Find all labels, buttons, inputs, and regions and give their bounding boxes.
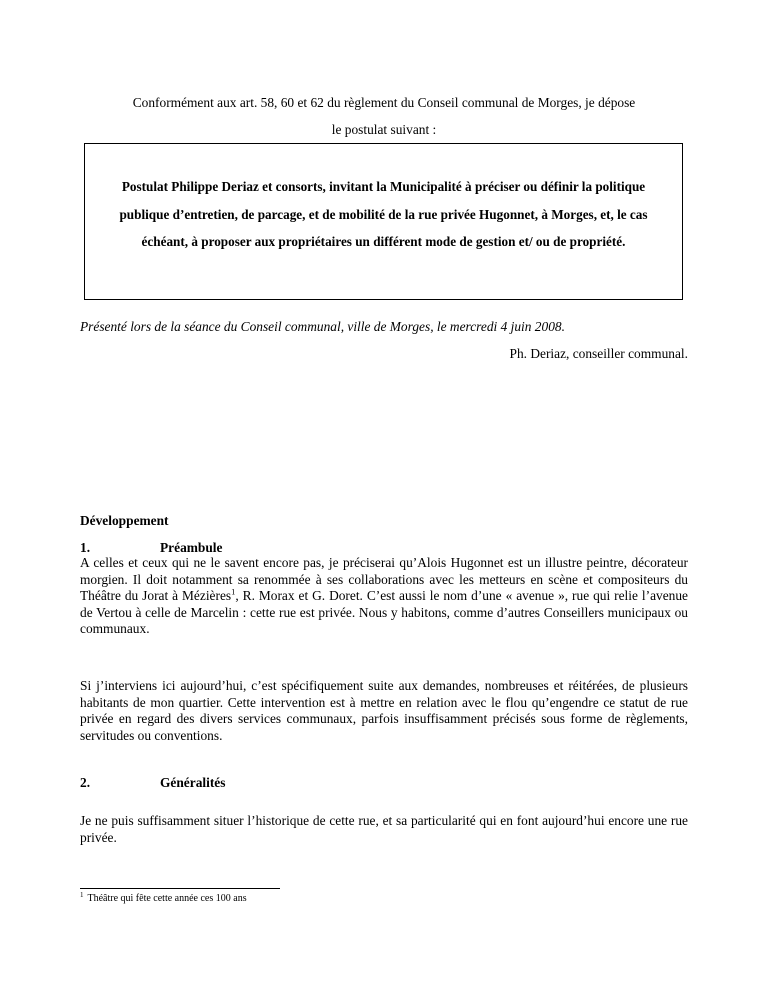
section-1-number: 1. — [80, 540, 91, 555]
postulat-box — [84, 143, 683, 300]
footnote-text: Théâtre qui fête cette année ces 100 ans — [87, 893, 247, 904]
section-1-heading — [80, 540, 222, 555]
section-2-number: 2. — [80, 775, 91, 790]
section-2-paragraph-1: Je ne puis suffisamment situer l’historique de cette rue, et sa particularité qui en font aujourd’hui encore une rue privée. — [80, 813, 688, 845]
presented-line: Présenté lors de la séance du Conseil communal, ville de Morges, le mercredi 4 juin 2008. — [80, 319, 565, 334]
footnote-number: 1 — [80, 890, 84, 899]
signature: Ph. Deriaz, conseiller communal. — [509, 346, 688, 361]
postulat-title: Postulat Philippe Deriaz et consorts, invitant la Municipalité à préciser ou définir la politique publique d’entretien, de parcage, et de mobilité de la rue privée Hugonnet, à Morges, et, le cas échéant, à proposer aux propriétaires un différent mode de gestion et/ ou de propriété. — [119, 179, 648, 249]
section-2-title: Généralités — [160, 775, 226, 790]
development-heading: Développement — [80, 513, 169, 528]
footnote — [80, 892, 247, 906]
intro-paragraph — [80, 89, 688, 143]
section-1-paragraph-2: Si j’interviens ici aujourd’hui, c’est spécifiquement suite aux demandes, nombreuses et réitérées, de plusieurs habitants de mon quartier. Cette intervention est à mettre en relation avec le flou qu’engendre ce statut de rue privée en regard des divers services communaux, parfois insuffisamment précisés sous forme de règlements, servitudes ou conventions. — [80, 678, 688, 743]
footnote-separator — [80, 888, 280, 889]
section-1-paragraph-1 — [80, 555, 688, 638]
intro-line-2: le postulat suivant : — [331, 122, 437, 137]
paragraph-text: , R. Morax et G. Doret. C’est aussi le nom d’une « avenue », rue qui relie l’avenue de Vertou à celle de Marcelin : cette rue est privée. Nous y habitons, comme d’autres Conseillers municipaux ou communaux. — [80, 588, 688, 636]
paragraph-text: A celles et ceux qui ne le savent encore pas, je préciserai qu’Alois Hugonnet est un illustre peintre, décorateur morgien. Il doit notamment sa renommée à ses collaborations avec les metteurs en scène et compositeurs du Théâtre du Jorat à Mézières — [80, 555, 688, 603]
footnote-reference[interactable]: 1 — [231, 586, 236, 597]
section-2-heading — [80, 775, 225, 791]
section-1-title: Préambule — [160, 540, 223, 555]
intro-line-1: Conformément aux art. 58, 60 et 62 du règlement du Conseil communal de Morges, je dépose — [132, 95, 636, 110]
